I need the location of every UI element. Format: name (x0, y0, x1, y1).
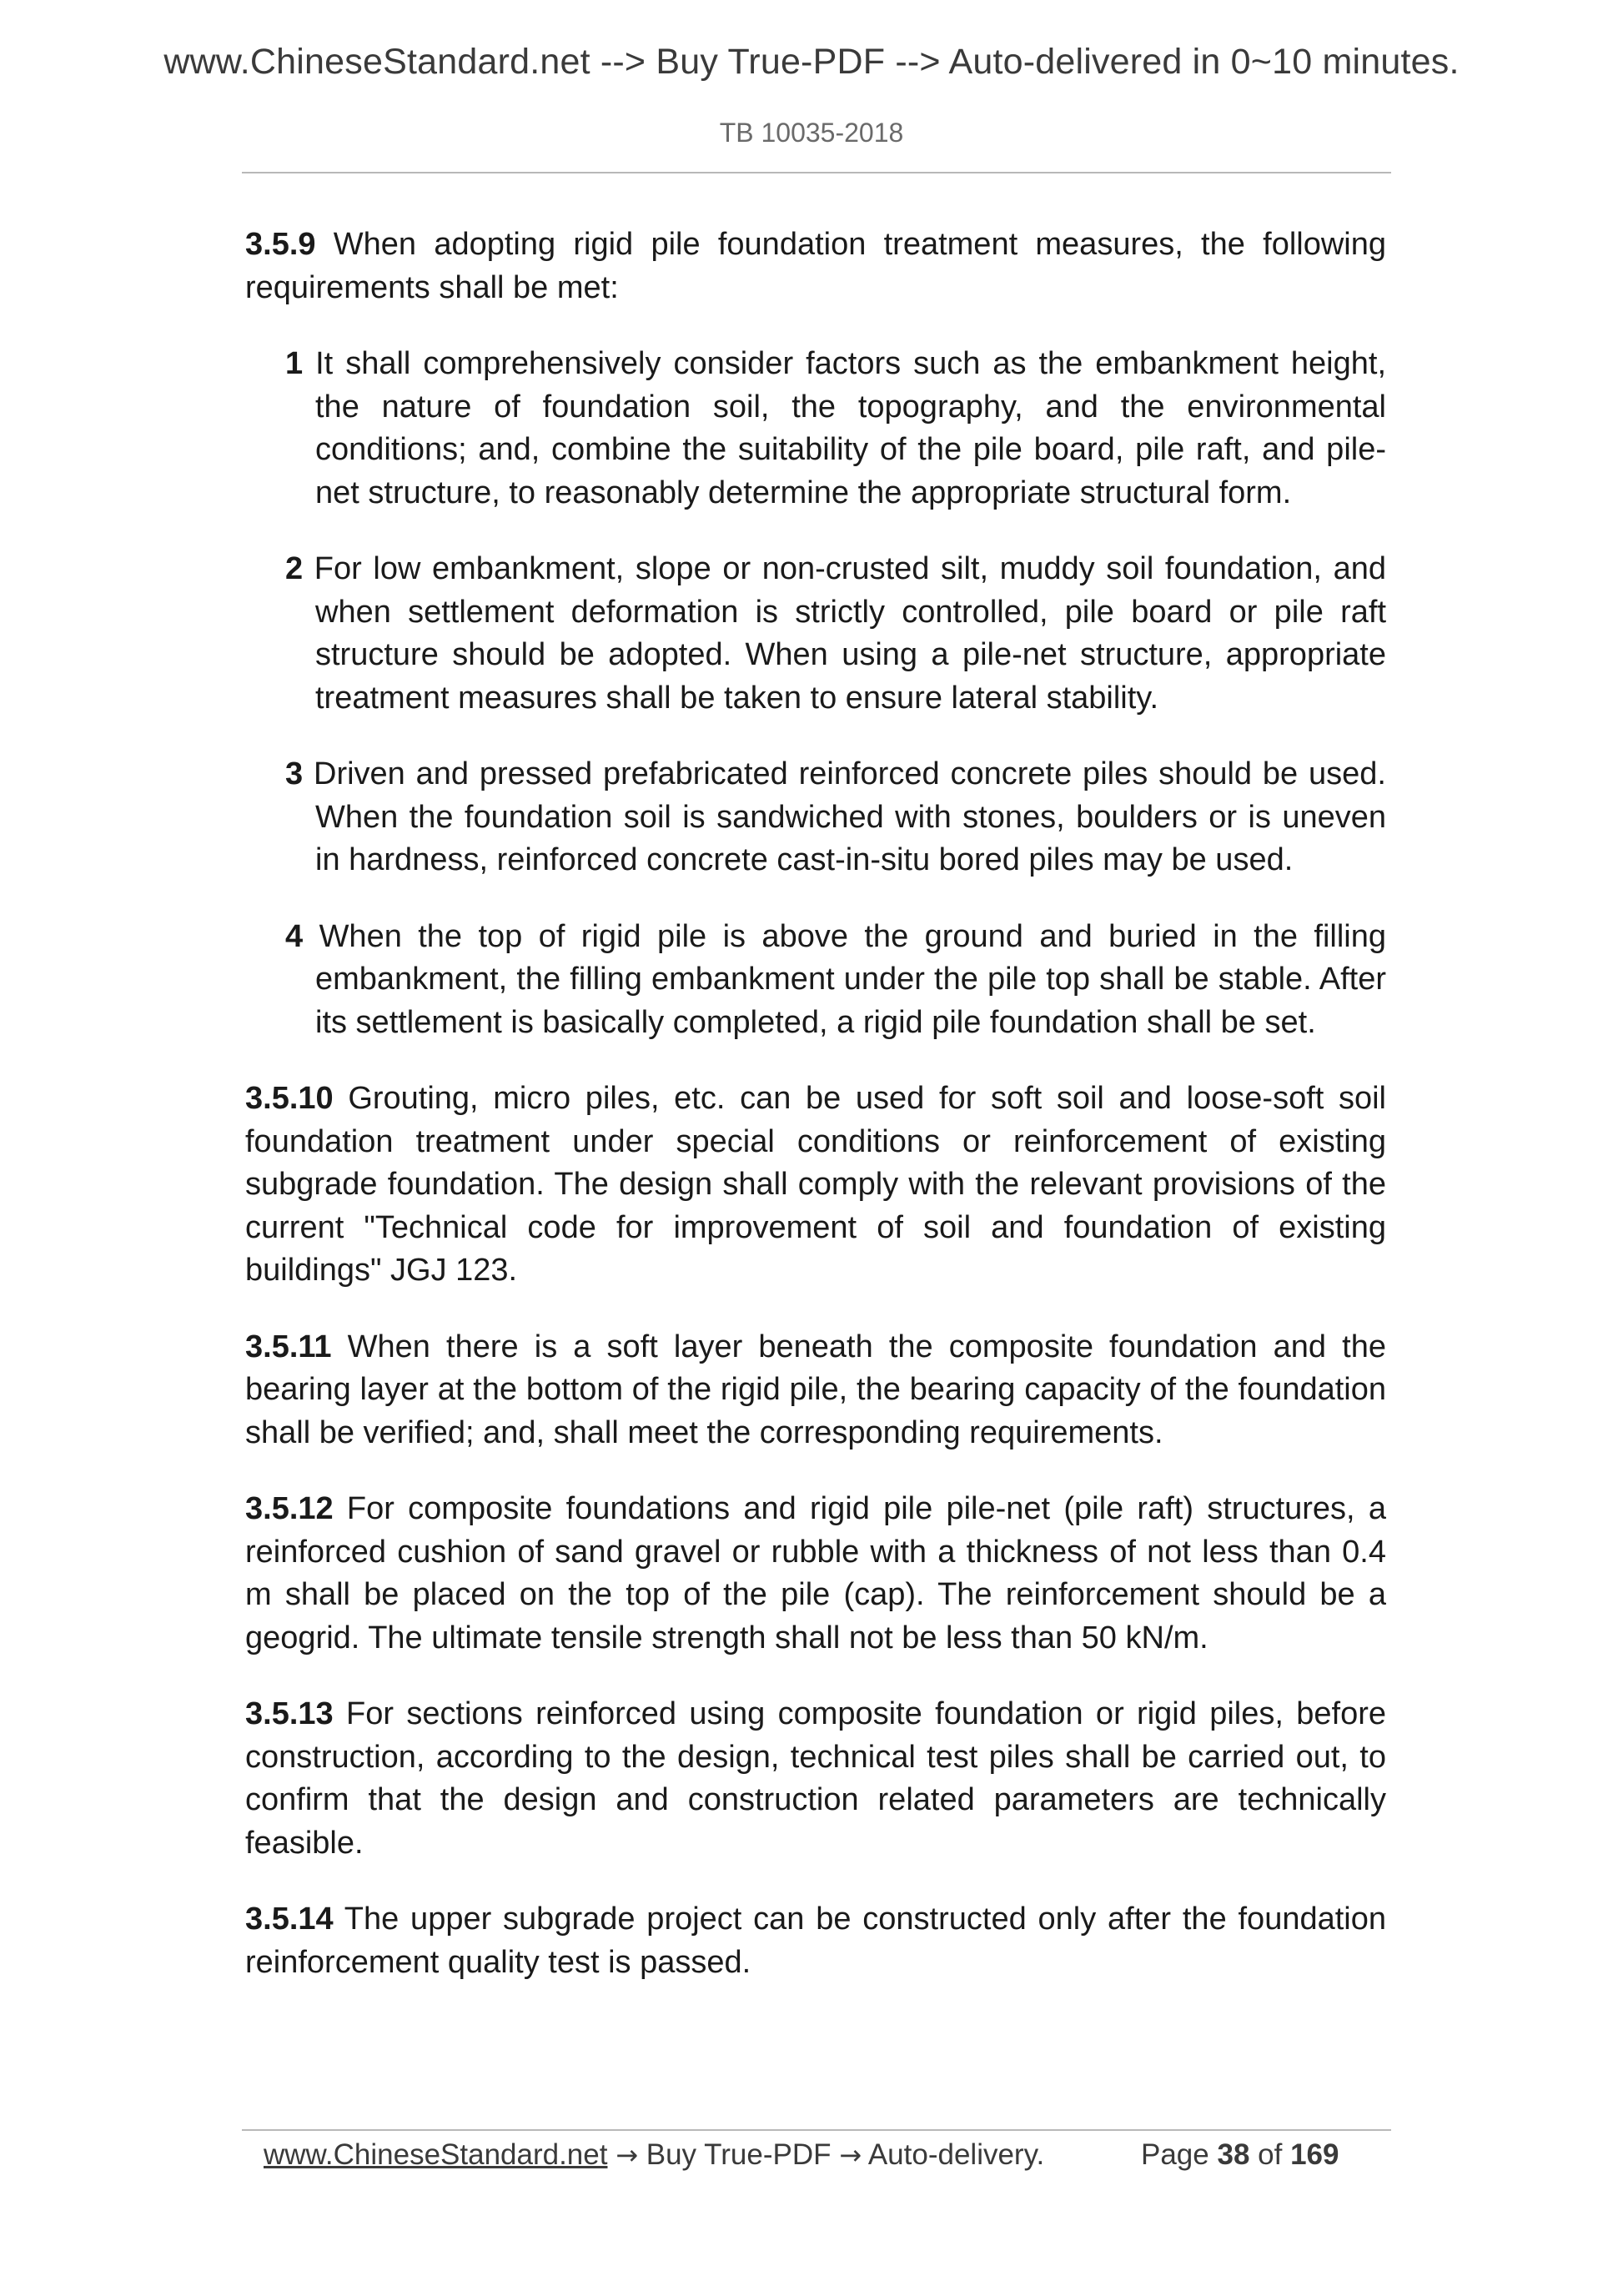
item-number: 4 (285, 918, 304, 954)
clause-text: For composite foundations and rigid pile pile-net (pile raft) structures, a reinforced cushion of sand gravel or rubble with a thickness of not less than 0.4 m shall be placed on the top of the pile (cap). The reinforcement should be a geogrid. The ultimate tensile strength shall not be less than 50 kN/m. (245, 1491, 1387, 1655)
item-text: When the top of rigid pile is above the ground and buried in the filling embankment, the filling embankment under the pile top shall be stable. After its settlement is basically completed, a rigid pile foundation shall be set. (315, 918, 1387, 1040)
clause-number: 3.5.10 (245, 1081, 334, 1116)
of-label: of (1258, 2138, 1283, 2171)
site-banner: www.ChineseStandard.net --> Buy True-PDF --> Auto-delivered in 0~10 minutes. (163, 42, 1460, 82)
buy-text: Buy True-PDF (646, 2138, 832, 2171)
item-text: Driven and pressed prefabricated reinforced concrete piles should be used. When the foundation soil is sandwiched with stones, boulders or is uneven in hardness, reinforced concrete cast-in-situ bored piles may be used. (314, 756, 1386, 877)
clause-number: 3.5.13 (245, 1696, 334, 1731)
list-item (245, 916, 1386, 1045)
page-total: 169 (1290, 2138, 1339, 2171)
item-text: For low embankment, slope or non-crusted silt, muddy soil foundation, and when settlement deformation is strictly controlled, pile board or pile raft structure should be adopted. When using a pile-net structure, appropriate treatment measures shall be taken to ensure lateral stability. (314, 551, 1386, 716)
clause-text: For sections reinforced using composite foundation or rigid piles, before construction, according to the design, technical test piles shall be carried out, to confirm that the design and construction related parameters are technically feasible. (245, 1696, 1386, 1861)
arrow-right-icon: → (839, 2139, 862, 2171)
page-number: 38 (1217, 2138, 1250, 2171)
page-label: Page (1141, 2138, 1209, 2171)
site-link[interactable]: www.ChineseStandard.net (264, 2138, 608, 2171)
footer-promo (264, 2138, 1044, 2172)
clause-3-5-10 (245, 1078, 1386, 1293)
clause-number: 3.5.14 (245, 1902, 334, 1937)
arrow-right-icon: → (616, 2139, 639, 2171)
item-text: It shall comprehensively consider factors such as the embankment height, the nature of foundation soil, the topography, and the environmental conditions; and, combine the suitability of the pile board, pile raft, and pile-net structure, to reasonably determine the appropriate structural form. (315, 346, 1386, 510)
clause-text: Grouting, micro piles, etc. can be used for soft soil and loose-soft soil foundation treatment under special conditions or reinforcement of existing subgrade foundation. The design shall comply with the relevant provisions of the current "Technical code for improvement of soil and foundation of existing buildings" JGJ 123. (245, 1081, 1386, 1288)
document-id: TB 10035-2018 (719, 118, 904, 148)
page-indicator (1141, 2138, 1339, 2172)
clause-number: 3.5.9 (245, 227, 316, 262)
header-divider (242, 172, 1391, 173)
clause-3-5-11 (245, 1326, 1386, 1455)
clause-text: When there is a soft layer beneath the composite foundation and the bearing layer at the bottom of the rigid pile, the bearing capacity of the foundation shall be verified; and, shall meet the corresponding requirements. (245, 1329, 1386, 1450)
list-item (245, 753, 1386, 882)
footer-divider (242, 2129, 1391, 2131)
clause-3-5-9 (245, 224, 1386, 309)
clause-3-5-13 (245, 1693, 1386, 1865)
clause-3-5-14 (245, 1898, 1386, 1984)
clause-text: The upper subgrade project can be constructed only after the foundation reinforcement quality test is passed. (245, 1902, 1386, 1980)
list-item (245, 343, 1386, 515)
clause-number: 3.5.12 (245, 1491, 334, 1526)
list-item (245, 548, 1386, 720)
item-number: 2 (285, 551, 304, 586)
page-body (245, 224, 1386, 2017)
auto-delivery-text: Auto-delivery. (867, 2138, 1045, 2171)
item-number: 1 (285, 346, 304, 381)
clause-number: 3.5.11 (245, 1329, 332, 1364)
item-number: 3 (285, 756, 304, 791)
clause-3-5-12 (245, 1488, 1386, 1660)
clause-text: When adopting rigid pile foundation treatment measures, the following requirements shall be met: (245, 227, 1386, 305)
